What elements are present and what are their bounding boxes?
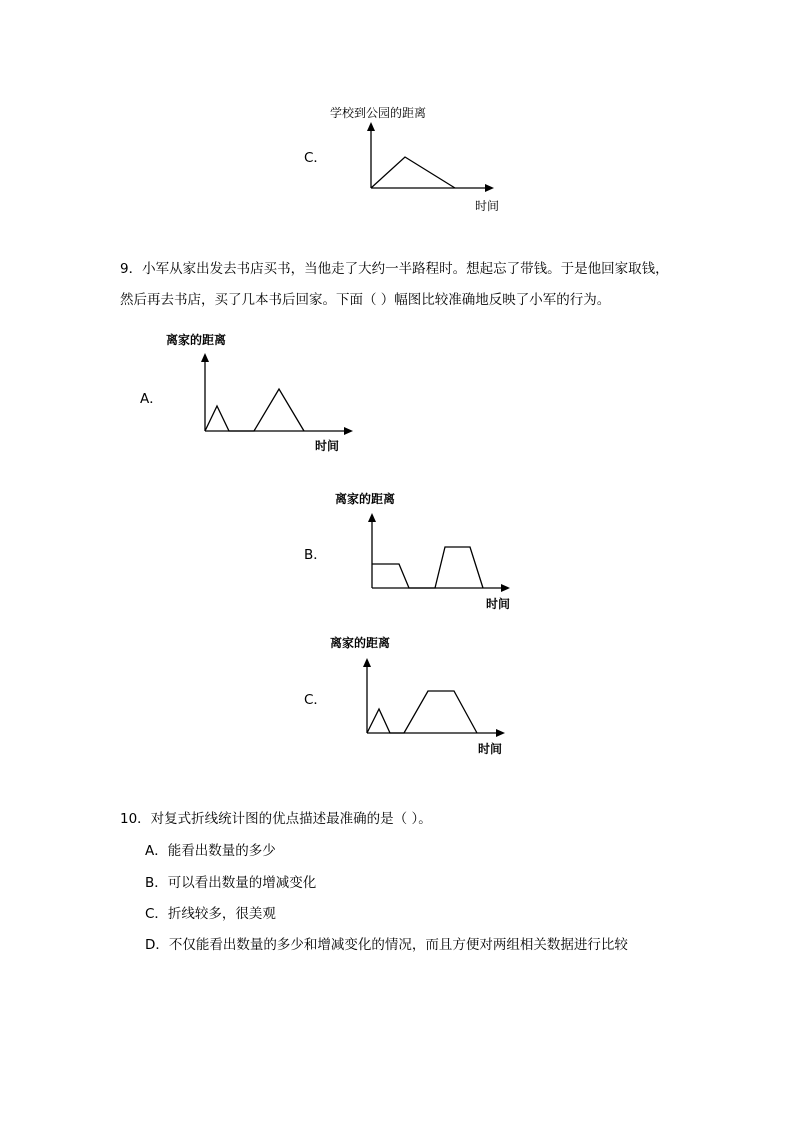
x-axis-arrow: [501, 584, 510, 592]
q9-option-a-ylabel: 离家的距离: [166, 333, 227, 347]
y-axis-arrow: [363, 658, 371, 667]
q9-option-a-letter: A．: [140, 391, 163, 407]
q9-stem-line-1: 9．小军从家出发去书店买书，当他走了大约一半路程时。想起忘了带钱。于是他回家取钱，: [120, 261, 669, 277]
distance-line: [367, 691, 477, 733]
q8-option-c-xlabel: 时间: [475, 199, 500, 213]
distance-line: [371, 157, 455, 188]
q9-option-c-ylabel: 离家的距离: [330, 636, 391, 650]
distance-line: [372, 547, 483, 588]
q8-option-c-graph: [360, 118, 500, 198]
q9-option-c-xlabel: 时间: [478, 742, 503, 756]
q10-option-d: D．不仅能看出数量的多少和增减变化的情况，而且方便对两组相关数据进行比较: [145, 937, 628, 953]
distance-line: [205, 389, 304, 431]
q10-option-a: A．能看出数量的多少: [145, 843, 276, 859]
q9-option-c-letter: C．: [304, 692, 327, 708]
q10-option-c: C．折线较多，很美观: [145, 906, 276, 922]
q9-option-b-letter: B．: [304, 547, 327, 563]
y-axis-arrow: [367, 122, 375, 131]
x-axis-arrow: [485, 184, 494, 192]
q10-option-b: B．可以看出数量的增减变化: [145, 875, 317, 891]
q9-option-b-graph: [362, 505, 517, 595]
q9-option-c-graph: [357, 650, 512, 740]
x-axis-arrow: [344, 427, 353, 435]
q10-stem: 10．对复式折线统计图的优点描述最准确的是（ ）。: [120, 811, 432, 827]
q8-option-c-ylabel: 学校到公园的距离: [330, 106, 427, 120]
q9-option-b-xlabel: 时间: [486, 597, 511, 611]
x-axis-arrow: [496, 729, 505, 737]
q9-stem-line-2: 然后再去书店，买了几本书后回家。下面（ ）幅图比较准确地反映了小军的行为。: [120, 292, 611, 308]
q8-option-c-letter: C．: [304, 150, 327, 166]
y-axis-arrow: [201, 353, 209, 362]
y-axis-arrow: [368, 513, 376, 522]
q9-option-a-xlabel: 时间: [315, 439, 340, 453]
q9-option-a-graph: [195, 345, 365, 440]
q9-option-b-ylabel: 离家的距离: [335, 492, 396, 506]
